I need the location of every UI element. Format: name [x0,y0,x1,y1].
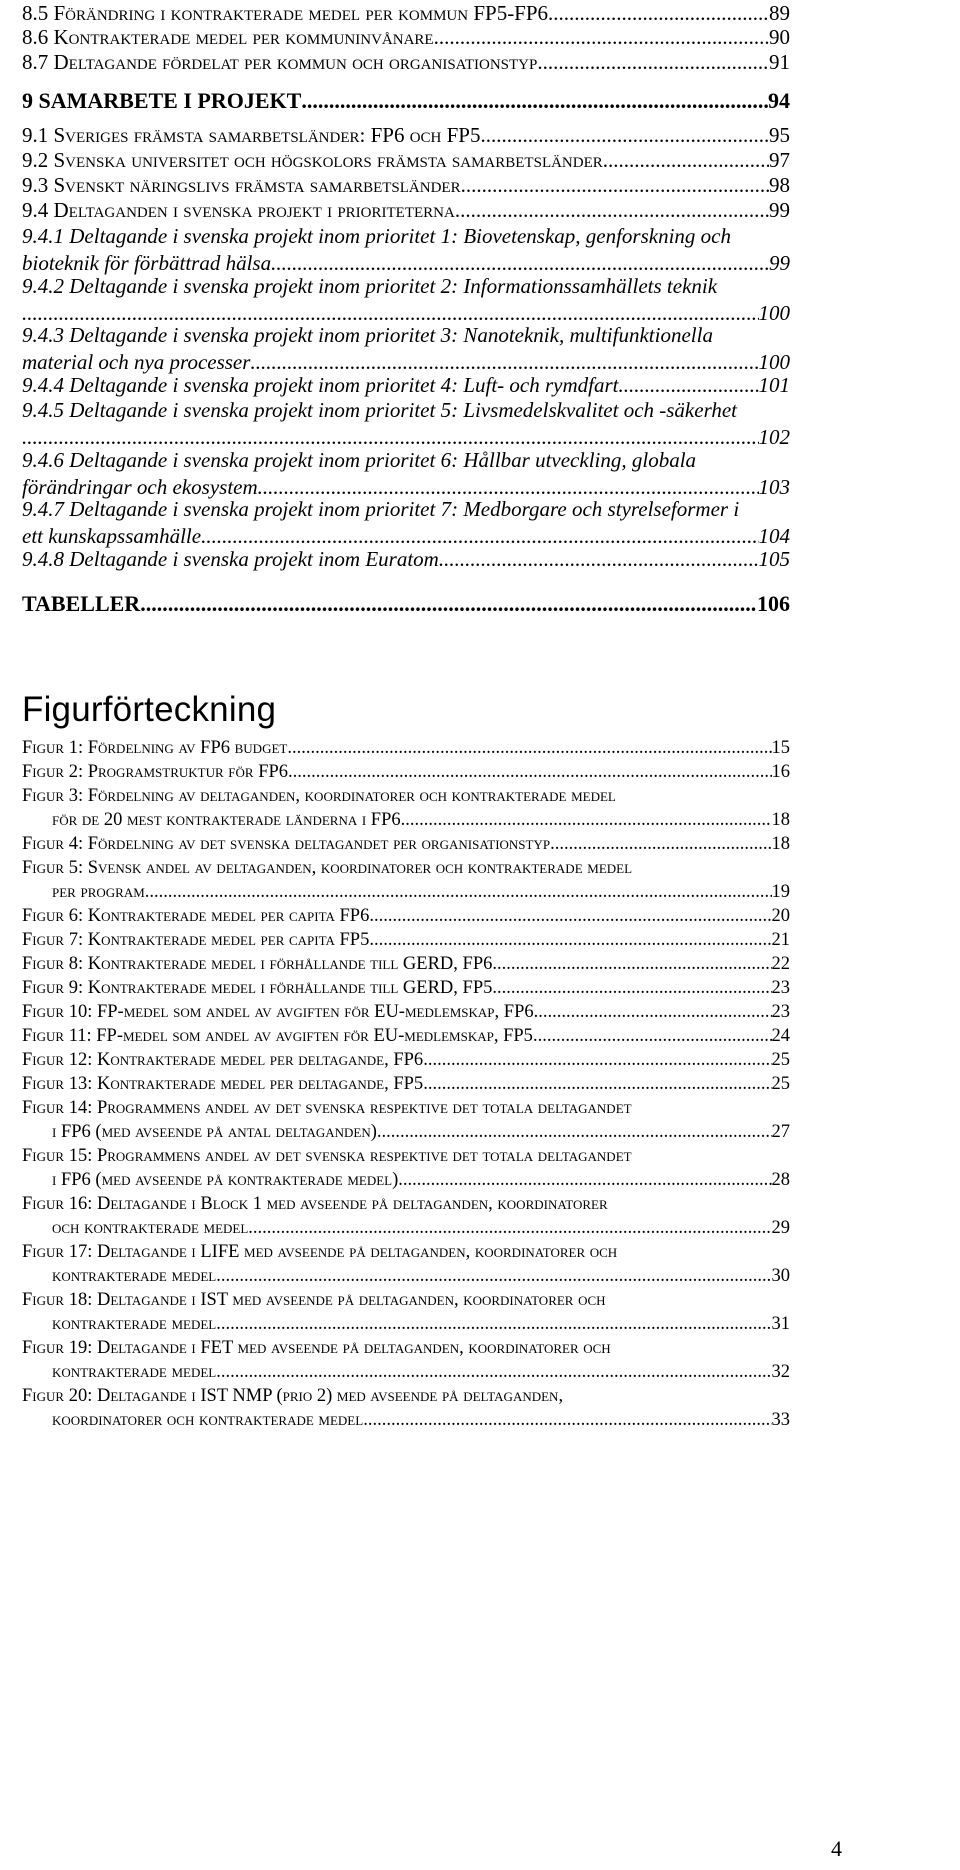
fig-entry[interactable] [22,976,790,1000]
toc-entry[interactable] [22,447,790,501]
dot-leader [603,147,769,174]
toc-entry-page: 97 [769,148,790,172]
dot-leader [492,952,771,976]
fig-entry-text: kontrakterade medel [52,1314,217,1334]
fig-entry-text: i FP6 (med avseende på antal deltaganden) [52,1122,377,1142]
fig-entry-text: Figur 10: FP-medel som andel av avgiften för EU-medlemskap, FP6 [22,1002,534,1022]
fig-entry-page: 21 [771,930,790,950]
fig-entry-page: 19 [771,882,790,902]
toc-entry-text: förändringar och ekosystem [22,475,258,499]
toc-entry-page: 98 [769,173,790,197]
toc-entry-page: 104 [758,524,790,548]
fig-entry-title: Figur 19: Deltagande i FET med avseende på deltaganden, koordinatorer och [22,1338,611,1358]
fig-entry-text: Figur 2: Programstruktur för FP6 [22,762,289,782]
toc-entry-page: 99 [769,251,790,275]
fig-entry-text: Figur 8: Kontrakterade medel i förhållande till GERD, FP6 [22,954,493,974]
toc-entry-text: 8.5 Förändring i kontrakterade medel per kommun FP5-FP6 [22,1,549,25]
toc-entry-page: 103 [758,475,790,499]
toc-entry-text: 9.4.8 Deltagande i svenska projekt inom Euratom [22,547,439,571]
toc-entry-text: 8.6 Kontrakterade medel per kommuninvånare [22,25,434,49]
toc-entry[interactable] [22,546,790,573]
toc-entry-text: 9 SAMARBETE I PROJEKT [22,88,302,113]
fig-entry[interactable] [22,1000,790,1024]
dot-leader [423,1048,771,1072]
fig-entry-text: i FP6 (med avseende på kontrakterade medel) [52,1170,399,1190]
dot-leader [216,1312,771,1336]
toc-entry[interactable] [22,397,790,451]
toc-entry-page: 102 [758,425,790,449]
page-number: 4 [831,1836,842,1861]
toc-entry[interactable] [22,496,790,550]
fig-entry[interactable] [22,760,790,784]
toc-entry[interactable] [22,322,790,376]
dot-leader [534,1000,772,1024]
toc-entry[interactable] [22,0,790,27]
fig-entry-text: för de 20 mest kontrakterade länderna i FP6 [52,810,401,830]
figure-list-heading: Figurförteckning [22,690,277,729]
fig-entry-text: per program [52,882,145,902]
dot-leader [301,87,768,114]
toc-entry-text: TABELLER [22,591,141,616]
fig-entry[interactable] [22,1384,790,1432]
fig-entry[interactable] [22,1336,790,1384]
fig-entry-title: Figur 5: Svensk andel av deltaganden, koordinatorer och kontrakterade medel [22,858,633,878]
toc-entry-page: 90 [769,25,790,49]
dot-leader [287,736,771,760]
toc-entry-page: 94 [768,88,790,113]
dot-leader [398,1168,771,1192]
fig-entry-text: och kontrakterade medel [52,1218,249,1238]
toc-entry[interactable] [22,590,790,617]
dot-leader [533,1024,772,1048]
fig-entry[interactable] [22,1288,790,1336]
fig-entry-text: kontrakterade medel [52,1266,217,1286]
fig-entry-title: Figur 15: Programmens andel av det svenska respektive det totala deltagandet [22,1146,632,1166]
toc-entry[interactable] [22,172,790,199]
fig-entry[interactable] [22,856,790,904]
fig-entry-text: Figur 9: Kontrakterade medel i förhållande till GERD, FP5 [22,978,493,998]
fig-entry-text: koordinatorer och kontrakterade medel [52,1410,364,1430]
fig-entry-text: Figur 6: Kontrakterade medel per capita FP6 [22,906,370,926]
dot-leader [423,1072,771,1096]
toc-entry-text: 9.3 Svenskt näringslivs främsta samarbetsländer [22,173,461,197]
fig-entry-page: 33 [771,1410,790,1430]
fig-entry[interactable] [22,1192,790,1240]
toc-entry-text: 9.2 Svenska universitet och högskolors främsta samarbetsländer [22,148,603,172]
fig-entry-page: 25 [771,1074,790,1094]
toc-entry-text: 8.7 Deltagande fördelat per kommun och organisationstyp [22,50,538,74]
toc-entry-title: 9.4.2 Deltagande i svenska projekt inom prioritet 2: Informationssamhällets teknik [22,274,718,298]
fig-entry-page: 25 [771,1050,790,1070]
fig-entry[interactable] [22,832,790,856]
fig-entry-text: Figur 12: Kontrakterade medel per deltagande, FP6 [22,1050,424,1070]
fig-entry-page: 23 [771,1002,790,1022]
fig-entry-text: kontrakterade medel [52,1362,217,1382]
fig-entry[interactable] [22,1096,790,1144]
dot-leader [537,49,769,76]
dot-leader [439,546,759,573]
toc-entry-page: 89 [769,1,790,25]
dot-leader [216,1264,771,1288]
dot-leader [140,590,757,617]
fig-entry-title: Figur 14: Programmens andel av det svenska respektive det totala deltagandet [22,1098,632,1118]
fig-entry[interactable] [22,928,790,952]
fig-entry-title: Figur 16: Deltagande i Block 1 med avseende på deltaganden, koordinatorer [22,1194,608,1214]
dot-leader [145,880,772,904]
fig-entry[interactable] [22,952,790,976]
fig-entry[interactable] [22,1240,790,1288]
toc-entry-title: 9.4.7 Deltagande i svenska projekt inom prioritet 7: Medborgare och styrelseformer i [22,497,740,521]
fig-entry-page: 24 [771,1026,790,1046]
toc-entry-text: 9.4.4 Deltagande i svenska projekt inom prioritet 4: Luft- och rymdfart [22,373,619,397]
toc-entry[interactable] [22,122,790,149]
fig-entry-title: Figur 3: Fördelning av deltaganden, koordinatorer och kontrakterade medel [22,786,616,806]
fig-entry-page: 20 [771,906,790,926]
fig-entry-page: 31 [771,1314,790,1334]
dot-leader [461,172,769,199]
toc-entry-page: 100 [758,350,790,374]
dot-leader [455,197,769,224]
fig-entry-page: 27 [771,1122,790,1142]
fig-entry-text: Figur 1: Fördelning av FP6 budget [22,738,288,758]
toc-entry-page: 106 [757,591,790,616]
fig-entry[interactable] [22,904,790,928]
toc-entry-text: 9.4 Deltaganden i svenska projekt i prioriteterna [22,198,455,222]
fig-entry-page: 18 [771,810,790,830]
dot-leader [401,808,772,832]
fig-entry-page: 30 [771,1266,790,1286]
toc-entry[interactable] [22,223,790,277]
fig-entry-page: 18 [771,834,790,854]
fig-entry[interactable] [22,784,790,832]
toc-entry-text: material och nya processer [22,350,251,374]
fig-entry[interactable] [22,1072,790,1096]
dot-leader [248,1216,771,1240]
toc-entry[interactable] [22,273,790,327]
toc-entry-page: 105 [758,547,790,571]
fig-entry-text: Figur 11: FP-medel som andel av avgiften för EU-medlemskap, FP5 [22,1026,533,1046]
dot-leader [288,760,771,784]
fig-entry-page: 15 [771,738,790,758]
toc-entry-text: ett kunskapssamhälle [22,524,202,548]
toc-entry[interactable] [22,147,790,174]
fig-entry[interactable] [22,1144,790,1192]
fig-entry-title: Figur 17: Deltagande i LIFE med avseende på deltaganden, koordinatorer och [22,1242,618,1262]
toc-entry[interactable] [22,49,790,76]
toc-entry[interactable] [22,197,790,224]
fig-entry-title: Figur 18: Deltagande i IST med avseende på deltaganden, koordinatorer och [22,1290,606,1310]
toc-entry-title: 9.4.6 Deltagande i svenska projekt inom prioritet 6: Hållbar utveckling, globala [22,448,697,472]
fig-entry-page: 22 [771,954,790,974]
fig-entry[interactable] [22,1048,790,1072]
fig-entry-page: 29 [771,1218,790,1238]
toc-entry[interactable] [22,87,790,114]
fig-entry-page: 28 [771,1170,790,1190]
toc-entry-page: 100 [758,301,790,325]
fig-entry-title: Figur 20: Deltagande i IST NMP (prio 2) med avseende på deltaganden, [22,1386,564,1406]
toc-entry[interactable] [22,24,790,51]
toc-entry-title: 9.4.3 Deltagande i svenska projekt inom prioritet 3: Nanoteknik, multifunktionella [22,323,713,347]
toc-entry-page: 101 [758,373,790,397]
dot-leader [363,1408,771,1432]
fig-entry[interactable] [22,1024,790,1048]
dot-leader [434,24,769,51]
toc-entry-page: 95 [769,123,790,147]
fig-entry[interactable] [22,736,790,760]
dot-leader [377,1120,772,1144]
dot-leader [492,976,771,1000]
fig-entry-text: Figur 13: Kontrakterade medel per deltagande, FP5 [22,1074,424,1094]
fig-entry-page: 23 [771,978,790,998]
toc-entry-page: 99 [769,198,790,222]
dot-leader [548,0,769,27]
toc-entry-title: 9.4.1 Deltagande i svenska projekt inom prioritet 1: Biovetenskap, genforskning och [22,224,731,248]
dot-leader [481,122,770,149]
dot-leader [369,904,771,928]
toc-entry-title: 9.4.5 Deltagande i svenska projekt inom prioritet 5: Livsmedelskvalitet och -säkerhet [22,398,738,422]
fig-entry-page: 16 [771,762,790,782]
fig-entry-page: 32 [771,1362,790,1382]
toc-entry-page: 91 [769,50,790,74]
fig-entry-text: Figur 7: Kontrakterade medel per capita FP5 [22,930,370,950]
toc-entry[interactable] [22,372,790,399]
dot-leader [550,832,771,856]
dot-leader [216,1360,771,1384]
toc-entry-text: 9.1 Sveriges främsta samarbetsländer: FP6 och FP5 [22,123,481,147]
dot-leader [618,372,758,399]
toc-entry-text: bioteknik för förbättrad hälsa [22,251,272,275]
dot-leader [369,928,771,952]
fig-entry-text: Figur 4: Fördelning av det svenska deltagandet per organisationstyp [22,834,551,854]
